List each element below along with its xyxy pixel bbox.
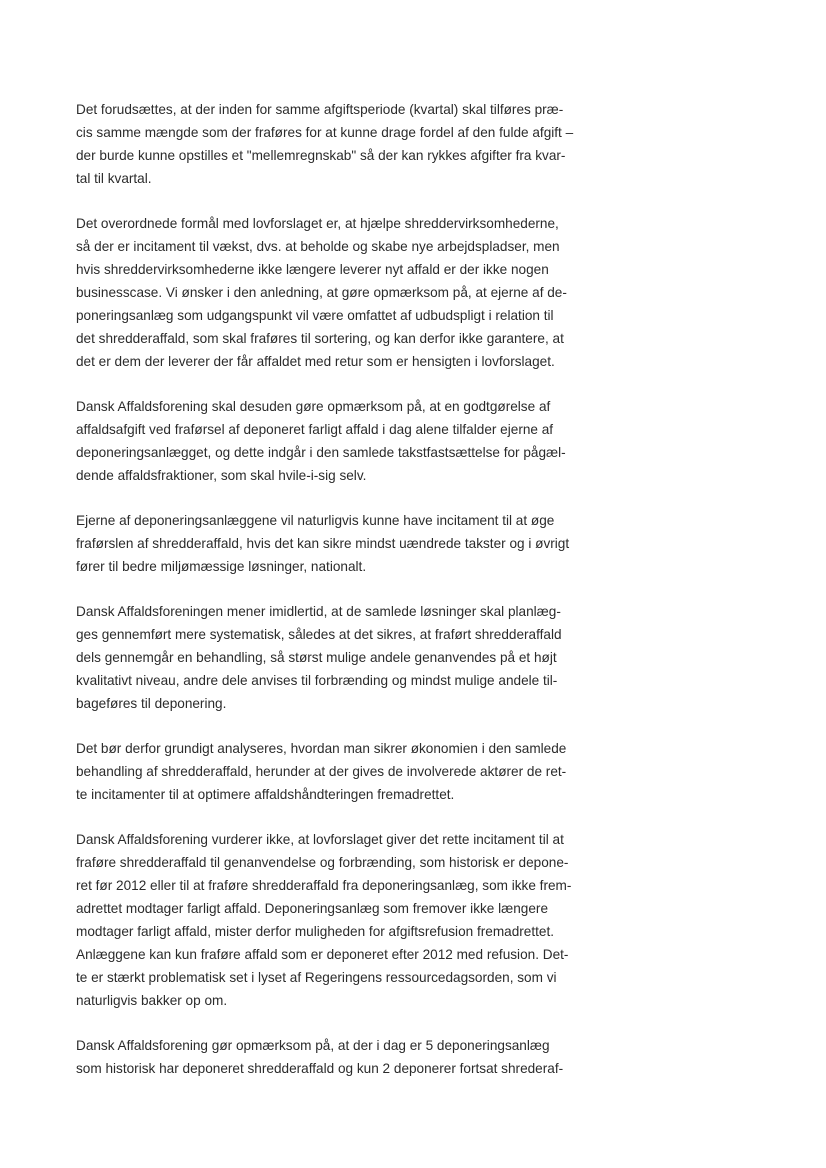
paragraph-5 bbox=[76, 600, 636, 715]
text-line: Det overordnede formål med lovforslaget er, at hjælpe shreddervirksomhederne, bbox=[76, 216, 559, 231]
text-line: te er stærkt problematisk set i lyset af Regeringens ressourcedagsorden, som vi bbox=[76, 970, 557, 985]
text-line: Dansk Affaldsforening gør opmærksom på, at der i dag er 5 deponeringsanlæg bbox=[76, 1038, 550, 1053]
text-line: bageføres til deponering. bbox=[76, 696, 227, 711]
text-line: ges gennemført mere systematisk, således at det sikres, at fraført shredderaffald bbox=[76, 627, 562, 642]
text-line: det shredderaffald, som skal fraføres til sortering, og kan derfor ikke garantere, at bbox=[76, 331, 564, 346]
text-line: tal til kvartal. bbox=[76, 171, 152, 186]
text-line: fører til bedre miljømæssige løsninger, nationalt. bbox=[76, 559, 367, 574]
text-line: hvis shreddervirksomhederne ikke længere leverer nyt affald er der ikke nogen bbox=[76, 262, 549, 277]
text-line: Det forudsættes, at der inden for samme afgiftsperiode (kvartal) skal tilføres præ- bbox=[76, 102, 564, 117]
text-line: Dansk Affaldsforening skal desuden gøre opmærksom på, at en godtgørelse af bbox=[76, 399, 551, 414]
text-line: businesscase. Vi ønsker i den anledning, at gøre opmærksom på, at ejerne af de- bbox=[76, 285, 567, 300]
paragraph-2 bbox=[76, 212, 636, 373]
text-line: modtager farligt affald, mister derfor muligheden for afgiftsrefusion fremadrettet. bbox=[76, 924, 555, 939]
text-line: dels gennemgår en behandling, så størst mulige andele genanvendes på et højt bbox=[76, 650, 557, 665]
text-line: deponeringsanlægget, og dette indgår i den samlede takstfastsættelse for pågæl- bbox=[76, 445, 566, 460]
text-line: fraføre shredderaffald til genanvendelse og forbrænding, som historisk er depone- bbox=[76, 855, 569, 870]
text-line: som historisk har deponeret shredderaffald og kun 2 deponerer fortsat shrederaf- bbox=[76, 1061, 564, 1076]
text-line: Ejerne af deponeringsanlæggene vil naturligvis kunne have incitament til at øge bbox=[76, 513, 555, 528]
text-line: det er dem der leverer der får affaldet med retur som er hensigten i lovforslaget. bbox=[76, 354, 555, 369]
paragraph-1 bbox=[76, 98, 636, 190]
text-line: Dansk Affaldsforeningen mener imidlertid, at de samlede løsninger skal planlæg- bbox=[76, 604, 561, 619]
text-line: te incitamenter til at optimere affaldshåndteringen fremadrettet. bbox=[76, 787, 455, 802]
text-line: poneringsanlæg som udgangspunkt vil være omfattet af udbudspligt i relation til bbox=[76, 308, 554, 323]
text-line: fraførslen af shredderaffald, hvis det kan sikre mindst uændrede takster og i øvrigt bbox=[76, 536, 570, 551]
paragraph-3 bbox=[76, 395, 636, 487]
text-line: cis samme mængde som der fraføres for at kunne drage fordel af den fulde afgift – bbox=[76, 125, 574, 140]
paragraph-8 bbox=[76, 1034, 636, 1080]
text-line: der burde kunne opstilles et "mellemregnskab" så der kan rykkes afgifter fra kvar- bbox=[76, 148, 566, 163]
text-line: så der er incitament til vækst, dvs. at beholde og skabe nye arbejdspladser, men bbox=[76, 239, 560, 254]
text-line: Anlæggene kan kun fraføre affald som er deponeret efter 2012 med refusion. Det- bbox=[76, 947, 569, 962]
paragraph-6 bbox=[76, 737, 636, 806]
text-line: ret før 2012 eller til at fraføre shredderaffald fra deponeringsanlæg, som ikke frem- bbox=[76, 878, 572, 893]
text-line: behandling af shredderaffald, herunder at der gives de involverede aktører de ret- bbox=[76, 764, 567, 779]
text-line: kvalitativt niveau, andre dele anvises til forbrænding og mindst mulige andele til- bbox=[76, 673, 558, 688]
text-line: dende affaldsfraktioner, som skal hvile-i-sig selv. bbox=[76, 468, 367, 483]
text-line: naturligvis bakker op om. bbox=[76, 993, 228, 1008]
text-line: Dansk Affaldsforening vurderer ikke, at lovforslaget giver det rette incitament til at bbox=[76, 832, 564, 847]
text-line: adrettet modtager farligt affald. Deponeringsanlæg som fremover ikke længere bbox=[76, 901, 548, 916]
paragraph-7 bbox=[76, 828, 636, 1012]
text-line: Det bør derfor grundigt analyseres, hvordan man sikrer økonomien i den samlede bbox=[76, 741, 567, 756]
paragraph-4 bbox=[76, 509, 636, 578]
text-line: affaldsafgift ved fraførsel af deponeret farligt affald i dag alene tilfalder ejerne af bbox=[76, 422, 554, 437]
body-text bbox=[76, 98, 636, 1102]
